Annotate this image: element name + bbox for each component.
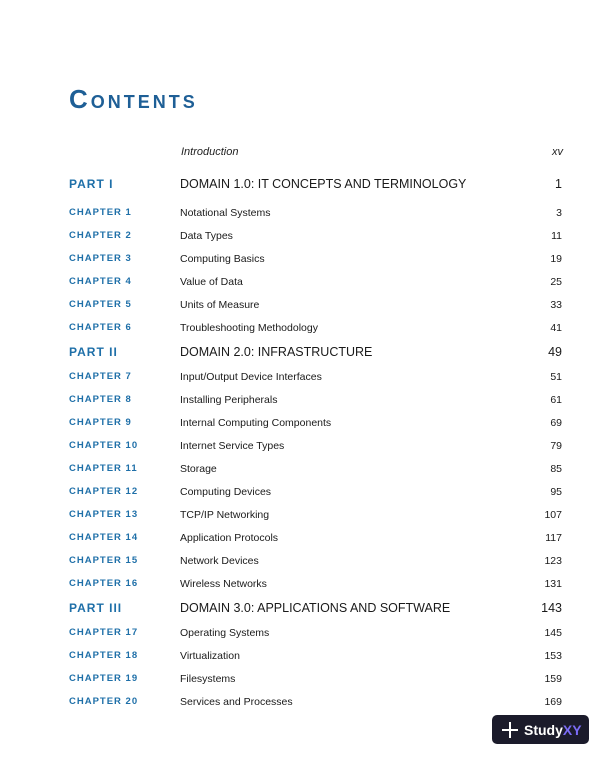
chapter-title: TCP/IP Networking (180, 509, 270, 521)
page-number: 41 (550, 322, 562, 334)
chapter-title: Troubleshooting Methodology (180, 322, 318, 334)
page-number: 143 (541, 601, 562, 615)
page-number: 85 (550, 463, 562, 475)
chapter-label: CHAPTER 10 (69, 440, 139, 451)
toc-chapter-row[interactable] (0, 207, 612, 225)
toc-chapter-row[interactable] (0, 276, 612, 294)
part-title: DOMAIN 2.0: INFRASTRUCTURE (180, 345, 373, 359)
page-title: Contents (69, 84, 198, 114)
page-number: 1 (555, 177, 562, 191)
chapter-label: CHAPTER 16 (69, 578, 139, 589)
page-number: 3 (556, 207, 562, 219)
toc-chapter-row[interactable] (0, 578, 612, 596)
toc-chapter-row[interactable] (0, 463, 612, 481)
chapter-title: Filesystems (180, 673, 236, 685)
page-number: 153 (544, 650, 562, 662)
chapter-label: CHAPTER 19 (69, 673, 139, 684)
chapter-label: CHAPTER 8 (69, 394, 132, 405)
toc-chapter-row[interactable] (0, 486, 612, 504)
page-number: 131 (544, 578, 562, 590)
page-number: 51 (550, 371, 562, 383)
chapter-title: Application Protocols (180, 532, 279, 544)
page-number: 61 (550, 394, 562, 406)
page-number: 49 (548, 345, 562, 359)
part-label: PART I (69, 177, 114, 191)
toc-chapter-row[interactable] (0, 650, 612, 668)
toc-chapter-row[interactable] (0, 322, 612, 340)
page-number: 19 (550, 253, 562, 265)
chapter-title: Value of Data (180, 276, 243, 288)
chapter-label: CHAPTER 9 (69, 417, 132, 428)
badge-text (524, 722, 582, 738)
chapter-label: CHAPTER 5 (69, 299, 132, 310)
introduction-label: Introduction (181, 146, 239, 158)
chapter-title: Internet Service Types (180, 440, 285, 452)
chapter-label: CHAPTER 1 (69, 207, 132, 218)
page-number: 169 (544, 696, 562, 708)
chapter-title: Internal Computing Components (180, 417, 332, 429)
part-title: DOMAIN 1.0: IT CONCEPTS AND TERMINOLOGY (180, 177, 467, 191)
page-number: 159 (544, 673, 562, 685)
toc-part-row[interactable] (0, 602, 612, 620)
chapter-label: CHAPTER 2 (69, 230, 132, 241)
chapter-title: Units of Measure (180, 299, 260, 311)
toc-chapter-row[interactable] (0, 696, 612, 714)
toc-part-row[interactable] (0, 346, 612, 364)
chapter-title: Storage (180, 463, 217, 475)
studyxy-badge[interactable] (492, 715, 589, 744)
toc-chapter-row[interactable] (0, 299, 612, 317)
toc-chapter-row[interactable] (0, 532, 612, 550)
chapter-title: Installing Peripherals (180, 394, 278, 406)
chapter-label: CHAPTER 3 (69, 253, 132, 264)
part-label: PART III (69, 601, 123, 615)
page-number: 123 (544, 555, 562, 567)
badge-text-main: Study (524, 721, 563, 738)
chapter-label: CHAPTER 12 (69, 486, 139, 497)
page-number: 95 (550, 486, 562, 498)
page-number: 69 (550, 417, 562, 429)
page-number: 117 (545, 532, 562, 544)
page-number: 11 (551, 230, 562, 242)
plus-icon (500, 720, 520, 740)
toc-chapter-row[interactable] (0, 440, 612, 458)
chapter-label: CHAPTER 15 (69, 555, 139, 566)
page-number: 79 (550, 440, 562, 452)
toc-chapter-row[interactable] (0, 371, 612, 389)
chapter-title: Network Devices (180, 555, 259, 567)
toc-chapter-row[interactable] (0, 417, 612, 435)
toc-chapter-row[interactable] (0, 509, 612, 527)
page-number: 33 (550, 299, 562, 311)
toc-part-row[interactable] (0, 178, 612, 196)
toc-chapter-row[interactable] (0, 253, 612, 271)
page-number: 145 (544, 627, 562, 639)
chapter-title: Computing Devices (180, 486, 272, 498)
introduction-page: xv (552, 146, 563, 158)
page-number: 107 (544, 509, 562, 521)
toc-chapter-row[interactable] (0, 627, 612, 645)
toc-chapter-row[interactable] (0, 555, 612, 573)
chapter-title: Notational Systems (180, 207, 271, 219)
chapter-title: Virtualization (180, 650, 240, 662)
chapter-title: Services and Processes (180, 696, 293, 708)
chapter-title: Data Types (180, 230, 233, 242)
chapter-label: CHAPTER 18 (69, 650, 139, 661)
chapter-title: Operating Systems (180, 627, 270, 639)
chapter-label: CHAPTER 7 (69, 371, 132, 382)
toc-chapter-row[interactable] (0, 230, 612, 248)
toc-chapter-row[interactable] (0, 394, 612, 412)
toc-chapter-row[interactable] (0, 673, 612, 691)
chapter-title: Wireless Networks (180, 578, 267, 590)
chapter-label: CHAPTER 4 (69, 276, 132, 287)
toc-introduction[interactable] (0, 146, 612, 162)
chapter-label: CHAPTER 6 (69, 322, 132, 333)
chapter-label: CHAPTER 17 (69, 627, 139, 638)
chapter-title: Input/Output Device Interfaces (180, 371, 322, 383)
page-number: 25 (550, 276, 562, 288)
part-title: DOMAIN 3.0: APPLICATIONS AND SOFTWARE (180, 601, 451, 615)
chapter-label: CHAPTER 11 (69, 463, 138, 474)
chapter-label: CHAPTER 20 (69, 696, 139, 707)
chapter-label: CHAPTER 13 (69, 509, 139, 520)
badge-text-accent: XY (562, 721, 582, 738)
part-label: PART II (69, 345, 118, 359)
chapter-label: CHAPTER 14 (69, 532, 139, 543)
chapter-title: Computing Basics (180, 253, 265, 265)
